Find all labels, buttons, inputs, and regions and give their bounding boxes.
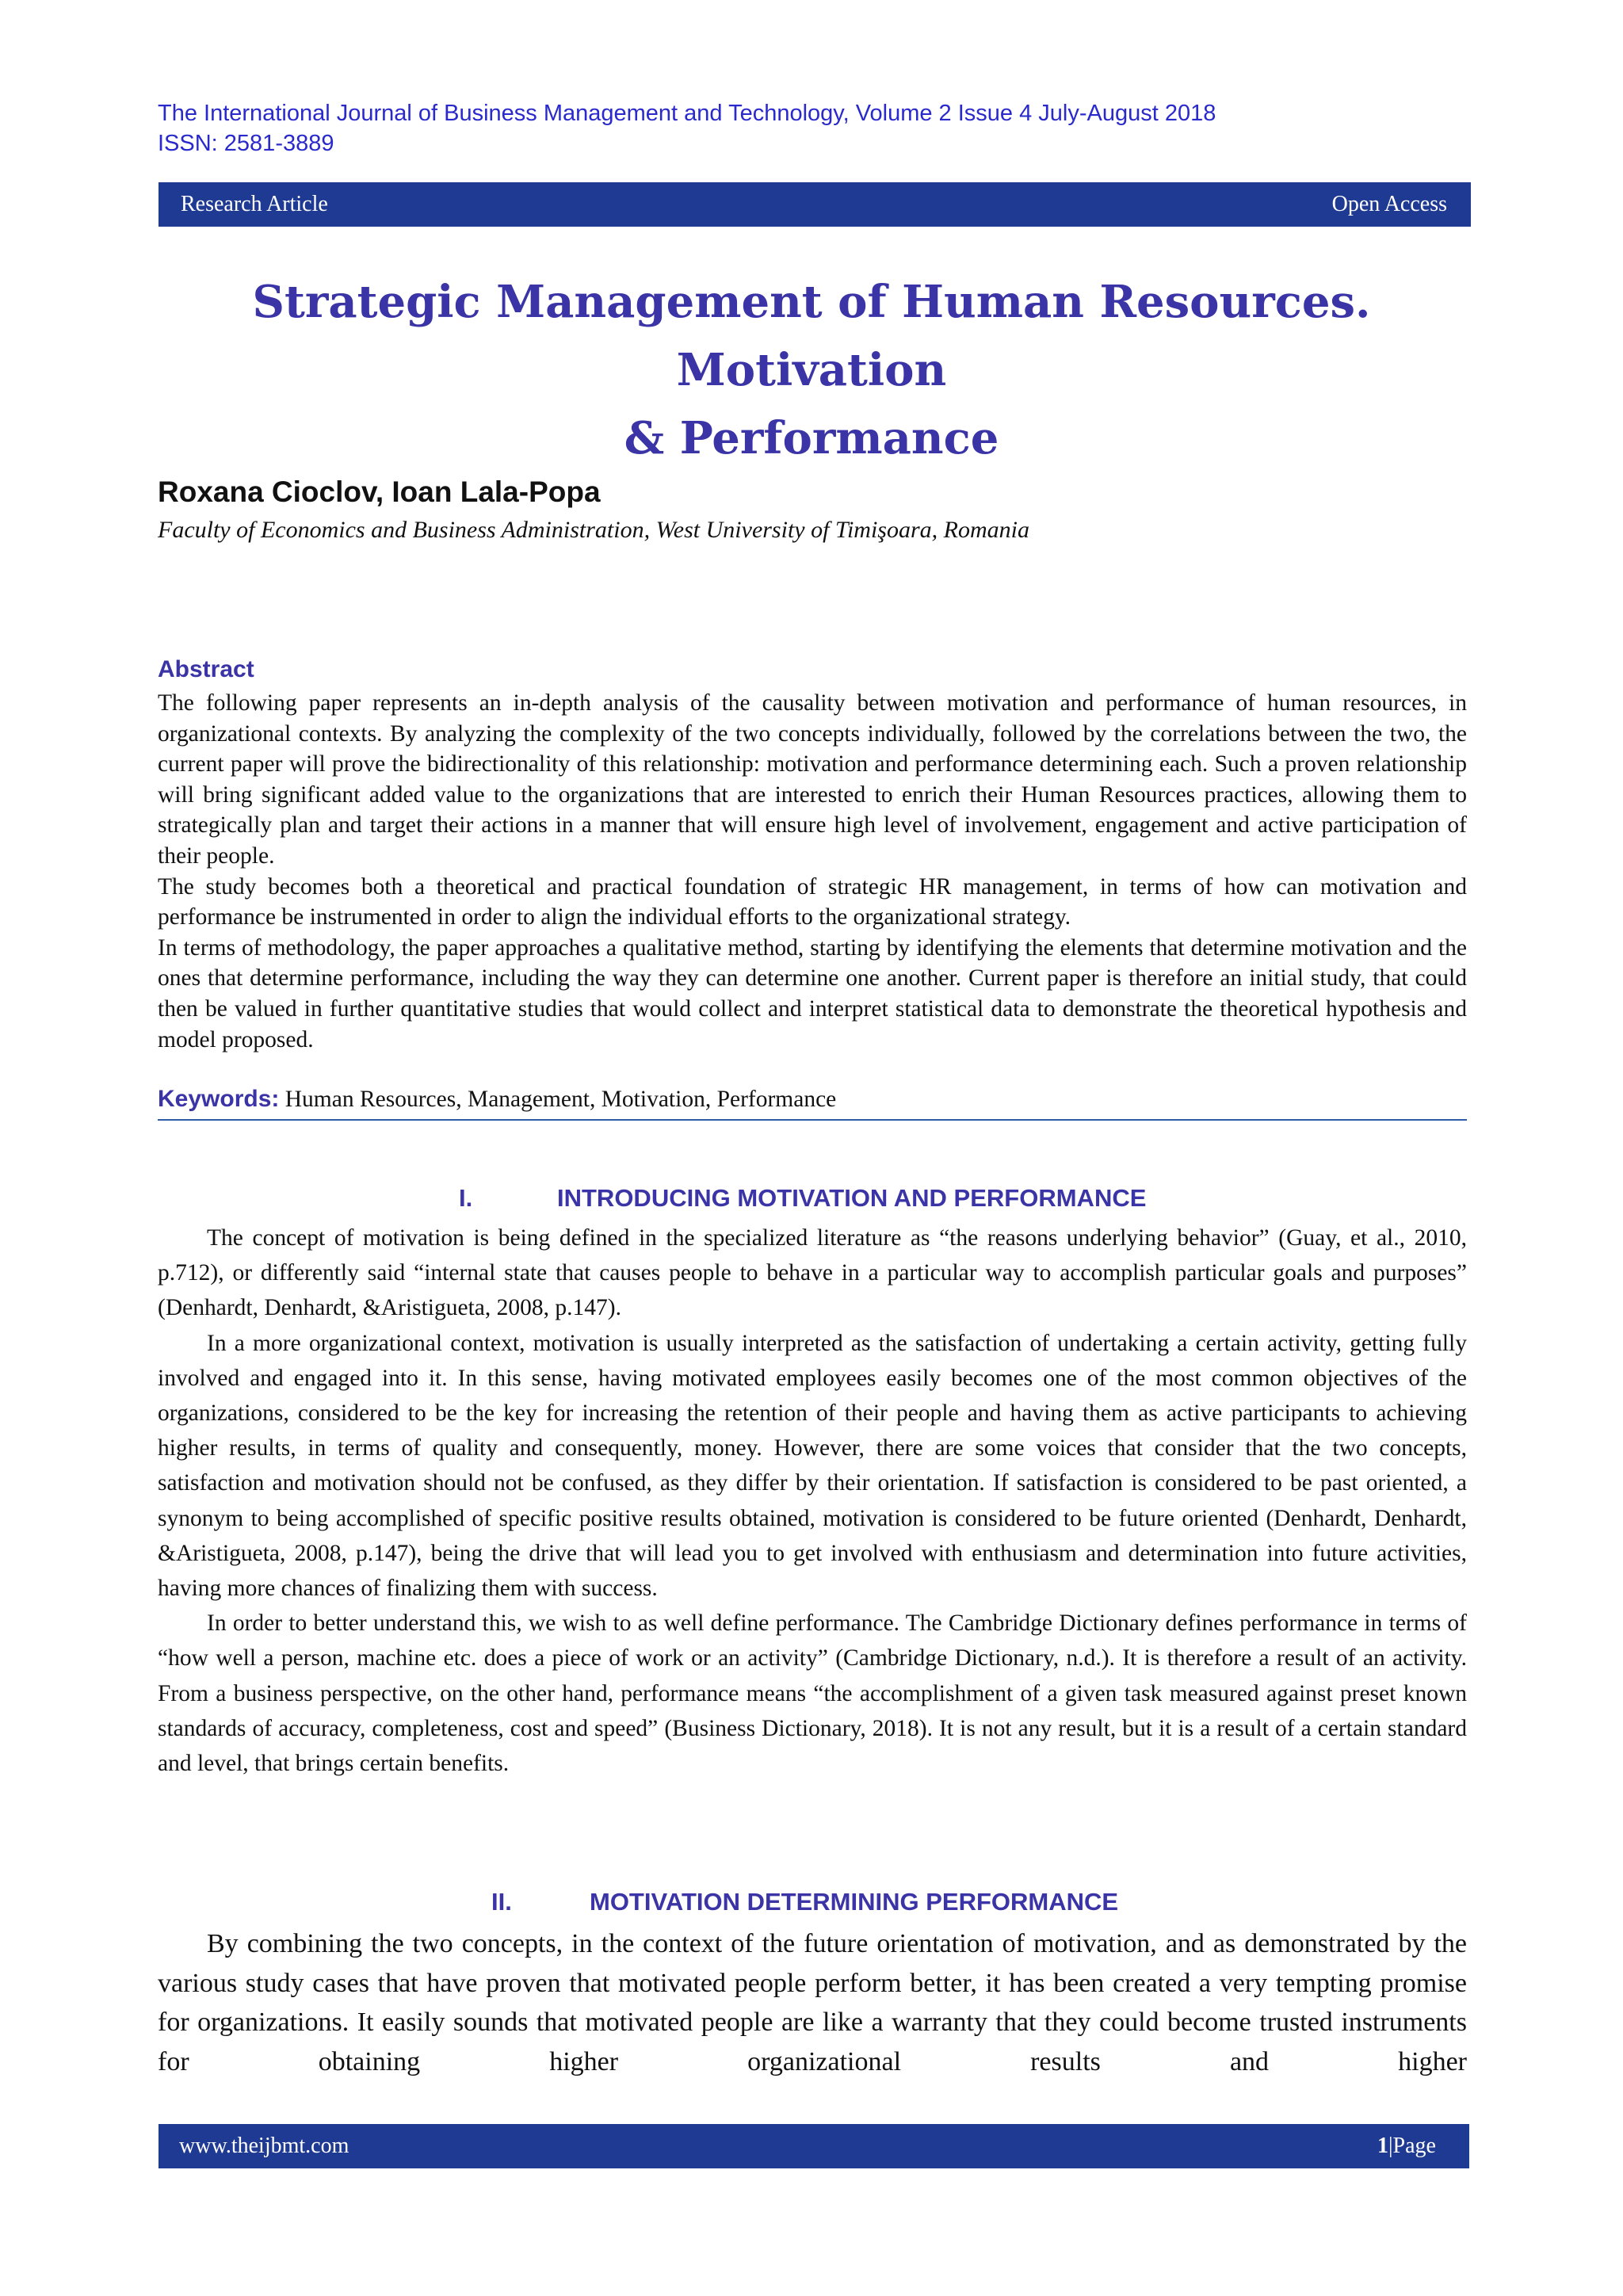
paper-title [119, 268, 1504, 472]
body-paragraph: In a more organizational context, motivation is usually interpreted as the satisfaction of undertaking a certain activity, getting fully involved and engaged into it. In this sense, having motivated employees easily becomes one of the most common objectives of the organizations, considered to be the key for increasing the retention of their people and having them as active participants to achieving higher results, in terms of quality and consequently, money. However, there are some voices that consider that the two concepts, satisfaction and motivation should not be confused, as they differ by their orientation. If satisfaction is considered to be past oriented, a synonym to being accomplished of specific positive results obtained, motivation is considered to be future oriented (Denhardt, Denhardt, &Aristigueta, 2008, p.147), being the drive that will lead you to get involved with enthusiasm and determination into future activities, having more chances of finalizing them with success. [158, 1330, 1467, 1602]
section-2-heading [491, 1888, 1118, 1916]
title-line-1: Strategic Management of Human Resources. Motivation [252, 276, 1371, 396]
section-1-heading [459, 1184, 1146, 1213]
abstract-body [158, 688, 1467, 1055]
section-2-body [158, 1924, 1467, 2081]
section-2-title: MOTIVATION DETERMINING PERFORMANCE [590, 1888, 1119, 1916]
website-link[interactable]: www.theijbmt.com [179, 2134, 349, 2158]
section-1-number: I. [459, 1184, 473, 1212]
page-label: |Page [1388, 2134, 1436, 2158]
affiliation: Faculty of Economics and Business Administration, West University of Timişoara, Romania [158, 517, 1029, 543]
abstract-paragraph: In terms of methodology, the paper approaches a qualitative method, starting by identifying the elements that determine motivation and the ones that determine performance, including the way they can determine one another. Current paper is therefore an initial study, that could then be valued in further quantitative studies that would collect and interpret statistical data to demonstrate the theoretical hypothesis and model proposed. [158, 934, 1467, 1052]
page-footer [158, 2124, 1469, 2168]
issn-line: ISSN: 2581-3889 [158, 131, 334, 156]
abstract-heading: Abstract [158, 656, 254, 682]
abstract-paragraph: The study becomes both a theoretical and practical foundation of strategic HR management, in terms of how can motivation and performance be instrumented in order to align the individual efforts to the organizational strategy. [158, 873, 1467, 930]
authors: Roxana Cioclov, Ioan Lala-Popa [158, 476, 601, 508]
body-paragraph: In order to better understand this, we wish to as well define performance. The Cambridge Dictionary defines performance in terms of “how well a person, machine etc. does a piece of work or an activity” (Cambridge Dictionary, n.d.). It is therefore a result of an activity. From a business perspective, on the other hand, performance means “the accomplishment of a given task measured against preset known standards of accuracy, completeness, cost and speed” (Business Dictionary, 2018). It is not any result, but it is a result of a certain standard and level, that brings certain benefits. [158, 1610, 1467, 1777]
journal-line: The International Journal of Business Management and Technology, Volume 2 Issue 4 July-August 2018 [158, 101, 1216, 126]
journal-header [158, 98, 1465, 159]
title-line-2: & Performance [624, 412, 999, 464]
body-paragraph: By combining the two concepts, in the context of the future orientation of motivation, and as demonstrated by the various study cases that have proven that motivated people perform better, it has been created a very tempting promise for organizations. It easily sounds that motivated people are like a warranty that they could become trusted instruments for obtaining higher organizational results and higher [158, 1929, 1467, 2076]
section-1-title: INTRODUCING MOTIVATION AND PERFORMANCE [557, 1184, 1147, 1212]
access-label: Open Access [1331, 192, 1447, 216]
article-type-label: Research Article [181, 192, 328, 216]
section-2-number: II. [491, 1888, 512, 1916]
keywords-label: Keywords: [158, 1086, 280, 1112]
abstract-paragraph: The following paper represents an in-depth analysis of the causality between motivation and performance of human resources, in organizational contexts. By analyzing the complexity of the two concepts individually, followed by the correlations between the two, the current paper will prove the bidirectionality of this relationship: motivation and performance determining each. Such a proven relationship will bring significant added value to the organizations that are interested to enrich their Human Resources practices, allowing them to strategically plan and target their actions in a manner that will ensure high level of involvement, engagement and active participation of their people. [158, 690, 1467, 869]
keywords-value: Human Resources, Management, Motivation, Performance [285, 1087, 837, 1112]
keywords-line [158, 1086, 1467, 1121]
article-banner [158, 182, 1471, 227]
page-indicator [1377, 2134, 1436, 2159]
section-1-body [158, 1221, 1467, 1781]
body-paragraph: The concept of motivation is being defined in the specialized literature as “the reasons underlying behavior” (Guay, et al., 2010, p.712), or differently said “internal state that causes people to behave in a particular way to accomplish particular goals and purposes” (Denhardt, Denhardt, &Aristigueta, 2008, p.147). [158, 1225, 1467, 1321]
page-number: 1 [1377, 2134, 1388, 2158]
